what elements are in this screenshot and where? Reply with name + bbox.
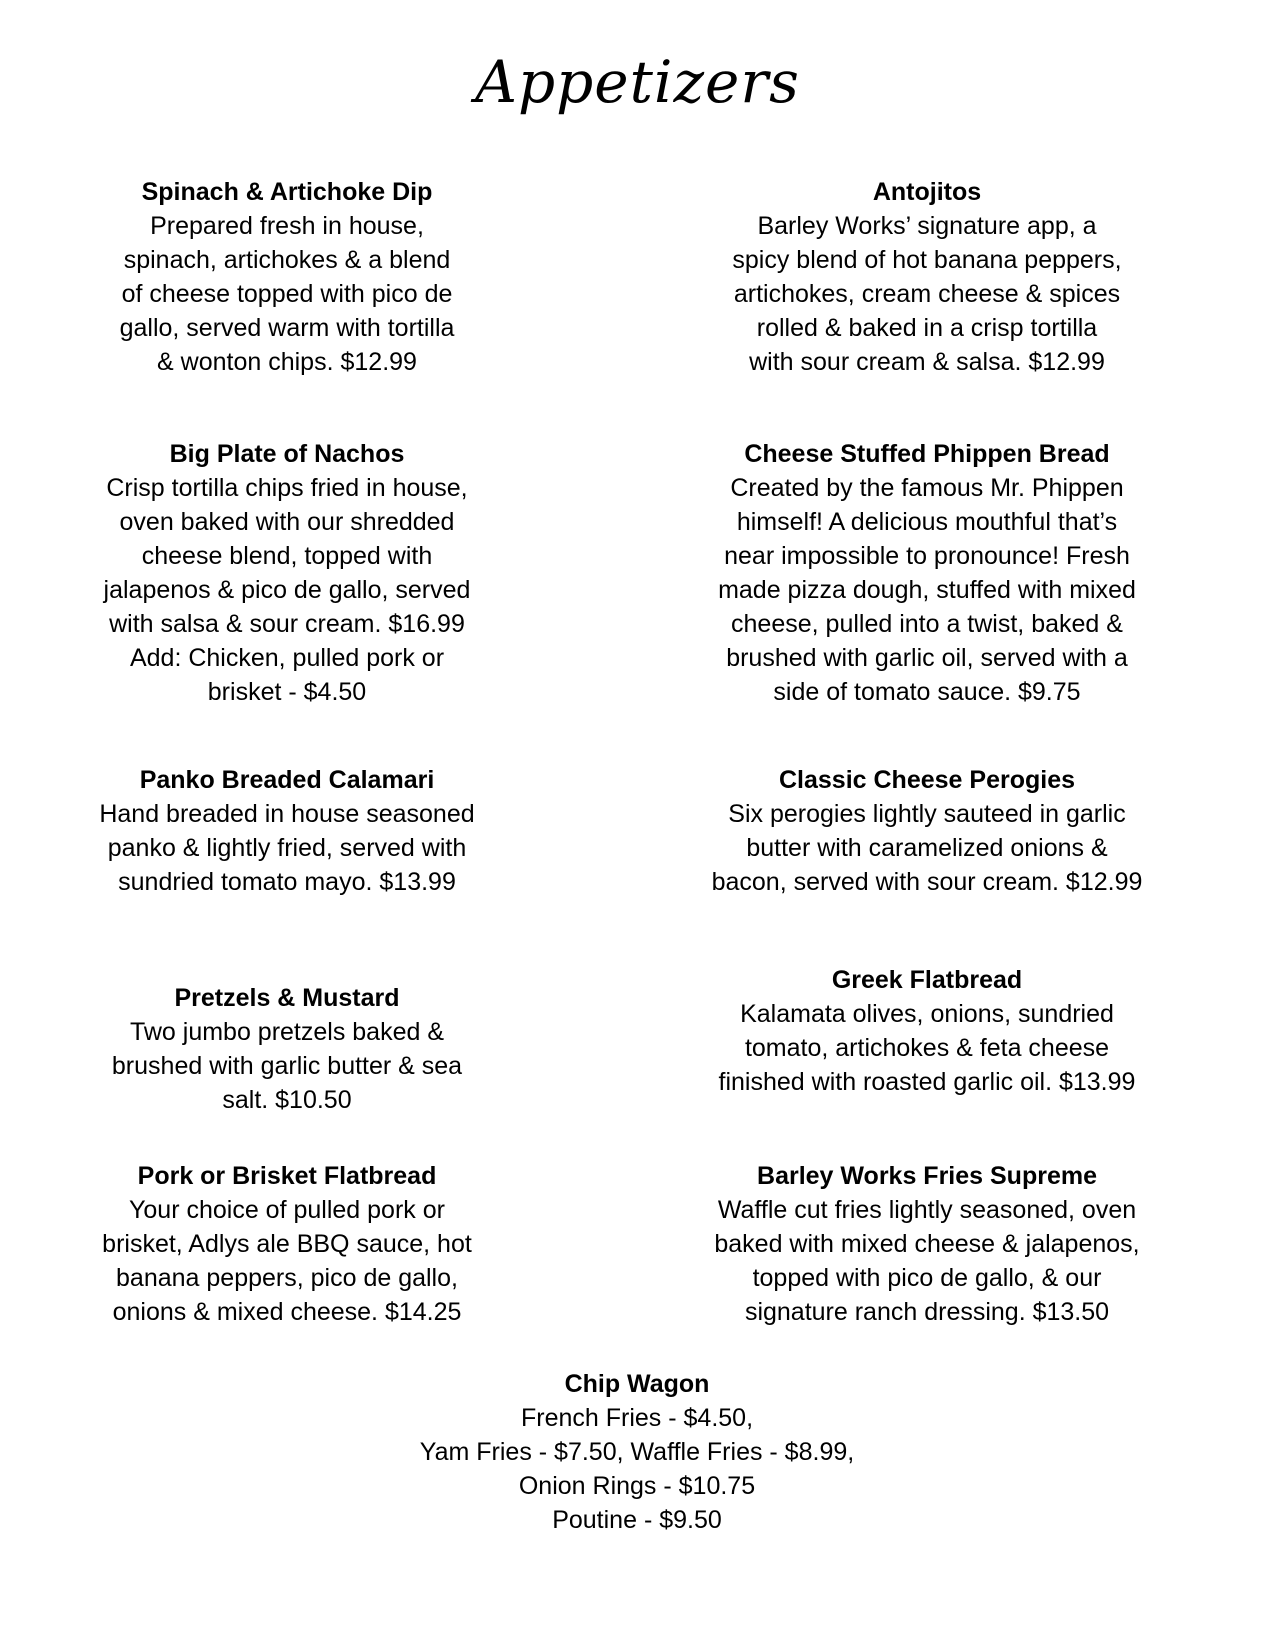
menu-item-pork-brisket-flatbread xyxy=(52,1159,522,1329)
page-title: Appetizers xyxy=(475,48,800,116)
menu-item-classic-cheese-perogies xyxy=(692,763,1162,899)
item-name: Big Plate of Nachos xyxy=(169,440,405,468)
item-description: Created by the famous Mr. Phippen himself! A delicious mouthful that’s near impossible to pronounce! Fresh made pizza dough, stuffed with mixed cheese, pulled into a twist, baked & brushed with garlic oil, served with a side of tomato sauce. $9.75 xyxy=(718,474,1136,706)
item-description: Two jumbo pretzels baked & brushed with garlic butter & sea salt. $10.50 xyxy=(111,1018,463,1114)
item-description: Your choice of pulled pork or brisket, Adlys ale BBQ sauce, hot banana peppers, pico de gallo, onions & mixed cheese. $14.25 xyxy=(102,1196,472,1326)
menu-item-cheese-stuffed-phippen-bread xyxy=(692,437,1162,709)
item-name: Pork or Brisket Flatbread xyxy=(137,1162,437,1190)
item-name: Spinach & Artichoke Dip xyxy=(141,178,433,206)
item-name: Cheese Stuffed Phippen Bread xyxy=(744,440,1110,468)
menu-item-greek-flatbread xyxy=(692,963,1162,1099)
item-name: Barley Works Fries Supreme xyxy=(757,1162,1097,1190)
item-description: Six perogies lightly sauteed in garlic butter with caramelized onions & bacon, served with sour cream. $12.99 xyxy=(711,800,1143,896)
item-name: Classic Cheese Perogies xyxy=(779,766,1075,794)
item-description: Hand breaded in house seasoned panko & lightly fried, served with sundried tomato mayo. $13.99 xyxy=(99,800,475,896)
item-description: Prepared fresh in house, spinach, artichokes & a blend of cheese topped with pico de gallo, served warm with tortilla & wonton chips. $12.99 xyxy=(119,212,455,376)
menu-item-panko-breaded-calamari xyxy=(52,763,522,899)
item-name: Chip Wagon xyxy=(564,1370,710,1398)
menu-item-chip-wagon xyxy=(352,1367,922,1537)
menu-item-spinach-artichoke-dip xyxy=(52,175,522,379)
item-name: Panko Breaded Calamari xyxy=(139,766,435,794)
menu-item-barley-works-fries-supreme xyxy=(692,1159,1162,1329)
item-description: Crisp tortilla chips fried in house, oven baked with our shredded cheese blend, topped with jalapenos & pico de gallo, served with salsa & sour cream. $16.99 Add: Chicken, pulled pork or brisket - $4.50 xyxy=(103,474,471,706)
item-description: French Fries - $4.50, Yam Fries - $7.50, Waffle Fries - $8.99, Onion Rings - $10.75 Poutine - $9.50 xyxy=(419,1404,855,1534)
menu-item-big-plate-of-nachos xyxy=(52,437,522,709)
item-description: Kalamata olives, onions, sundried tomato, artichokes & feta cheese finished with roasted garlic oil. $13.99 xyxy=(718,1000,1136,1096)
menu-item-pretzels-mustard xyxy=(52,981,522,1117)
item-description: Barley Works’ signature app, a spicy blend of hot banana peppers, artichokes, cream cheese & spices rolled & baked in a crisp tortilla with sour cream & salsa. $12.99 xyxy=(732,212,1122,376)
item-name: Pretzels & Mustard xyxy=(174,984,400,1012)
item-name: Antojitos xyxy=(872,178,982,206)
menu-item-antojitos xyxy=(692,175,1162,379)
item-name: Greek Flatbread xyxy=(831,966,1023,994)
item-description: Waffle cut fries lightly seasoned, oven baked with mixed cheese & jalapenos, topped with pico de gallo, & our signature ranch dressing. $13.50 xyxy=(714,1196,1140,1326)
